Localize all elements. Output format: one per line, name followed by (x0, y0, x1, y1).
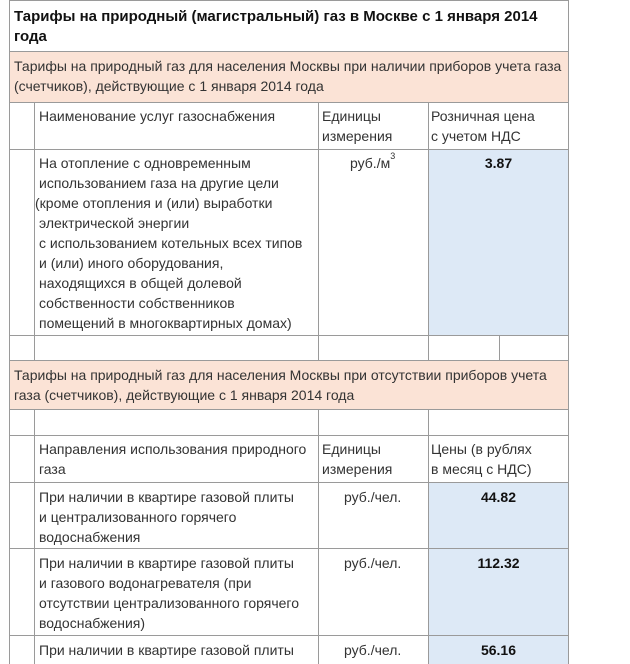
section2-col-unit-2: измерения (322, 461, 393, 477)
section2-col-price-1: Цены (в рублях (431, 441, 532, 457)
row2-description-line: и газового водонагревателя (при (39, 575, 252, 591)
row1-description-line: и централизованного горячего (39, 509, 237, 525)
row1-description-line: водоснабжения (39, 529, 141, 545)
description-line: (кроме отопления и (или) выработки (35, 195, 273, 211)
section2-col-price-2: в месяц с НДС) (431, 461, 532, 477)
section2-header: Тарифы на природный газ для населения Москвы при отсутствии приборов учета газа (счетчиков), действующие с 1 января 2014 года (14, 367, 547, 403)
row2-description-line: водоснабжения) (39, 615, 146, 631)
section1-row1-price: 3.87 (484, 155, 513, 171)
unit-superscript: 3 (390, 151, 396, 162)
row3-price: 56.16 (480, 642, 517, 658)
row2-price: 112.32 (477, 555, 520, 571)
row3-unit: руб./чел. (344, 642, 402, 658)
row1-unit: руб./чел. (344, 489, 402, 505)
description-line: и (или) иного оборудования, (39, 255, 224, 271)
row1-description-line: При наличии в квартире газовой плиты (39, 489, 294, 505)
section2-col-direction-1: Направления использования природного (39, 441, 307, 457)
page-title: Тарифы на природный (магистральный) газ в Москве с 1 января 2014 года (14, 8, 538, 45)
row2-description-line: При наличии в квартире газовой плиты (39, 555, 294, 571)
section1-col-price-1: Розничная цена (431, 108, 535, 124)
section1-row1-unit (350, 153, 395, 173)
unit-text: руб./м (350, 155, 391, 171)
section1-header: Тарифы на природный газ для населения Москвы при наличии приборов учета газа (счетчиков), действующие с 1 января 2014 года (14, 58, 562, 94)
section1-col-unit-1: Единицы (322, 108, 381, 124)
section1-col-unit-2: измерения (322, 128, 393, 144)
section1-col-service: Наименование услуг газоснабжения (39, 108, 276, 124)
description-line: собственности собственников (39, 295, 235, 311)
section1-price-cell-bg (428, 150, 568, 335)
row1-price: 44.82 (480, 489, 517, 505)
description-line: помещений в многоквартирных домах) (39, 315, 292, 331)
section1-col-price-2: с учетом НДС (431, 128, 521, 144)
row2-unit: руб./чел. (344, 555, 402, 571)
description-line: На отопление с одновременным (39, 155, 251, 171)
row2-description-line: отсутствии централизованного горячего (39, 595, 300, 611)
description-line: электрической энергии (39, 215, 190, 231)
row3-description-line: При наличии в квартире газовой плиты (39, 642, 294, 658)
section2-col-unit-1: Единицы (322, 441, 381, 457)
section2-col-direction-2: газа (39, 461, 66, 477)
description-line: находящихся в общей долевой (39, 275, 242, 291)
description-line: с использованием котельных всех типов (39, 235, 303, 251)
description-line: использованием газа на другие цели (39, 175, 279, 191)
